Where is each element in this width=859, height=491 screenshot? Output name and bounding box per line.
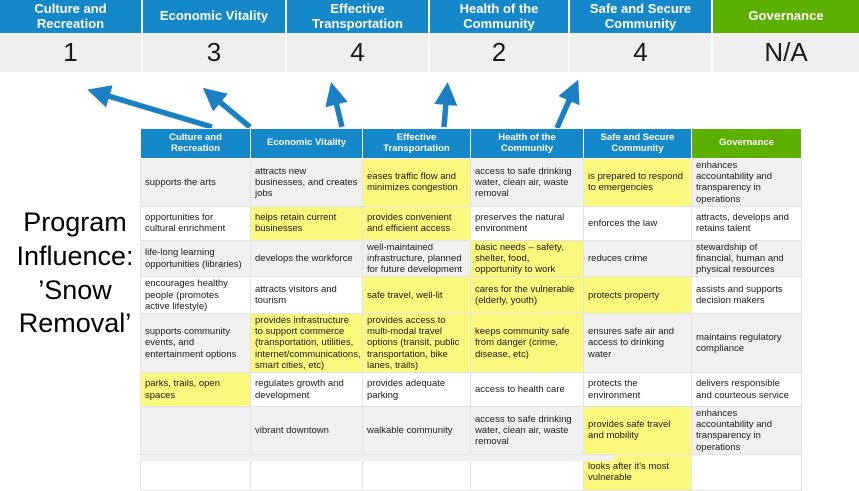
matrix-row	[141, 407, 802, 455]
matrix-cell: reduces crime	[584, 240, 692, 277]
matrix-column-header: Health of the Community	[471, 129, 584, 159]
summary-header-label: Effective Transportation	[287, 0, 428, 33]
summary-header-label: Culture and Recreation	[0, 0, 141, 33]
summary-band	[0, 0, 859, 72]
matrix-cell: is prepared to respond to emergencies	[584, 159, 692, 207]
summary-column-2	[287, 0, 428, 72]
matrix-cell: looks after it's most vulnerable	[584, 454, 692, 490]
matrix-cell: develops the workforce	[251, 240, 363, 277]
matrix-cell: ensures safe air and access to drinking water	[584, 314, 692, 373]
matrix-cell: safe travel, well-lit	[363, 277, 471, 314]
summary-column-1	[143, 0, 285, 72]
matrix-column-header: Economic Vitality	[251, 129, 363, 159]
matrix-cell: life-long learning opportunities (libraries)	[141, 240, 251, 277]
score-arrows	[0, 73, 859, 128]
matrix-cell: eases traffic flow and minimizes congestion	[363, 159, 471, 207]
matrix-cell: maintains regulatory compliance	[692, 314, 802, 373]
matrix-cell: attracts new businesses, and creates jobs	[251, 159, 363, 207]
matrix-cell	[141, 407, 251, 455]
matrix-cell: stewardship of financial, human and physical resources	[692, 240, 802, 277]
matrix-cell: access to safe drinking water, clean air, waste removal	[471, 407, 584, 455]
matrix-column-header: Effective Transportation	[363, 129, 471, 159]
matrix-cell: helps retain current businesses	[251, 206, 363, 240]
program-title-line: ’Snow	[38, 274, 112, 305]
summary-column-5	[713, 0, 859, 72]
matrix-cell: encourages healthy people (promotes active lifestyle)	[141, 277, 251, 314]
matrix-cell: attracts, develops and retains talent	[692, 206, 802, 240]
matrix-cell: delivers responsible and courteous service	[692, 373, 802, 407]
influence-matrix-table	[140, 128, 802, 491]
summary-column-0	[0, 0, 141, 72]
summary-header-label: Economic Vitality	[143, 0, 285, 33]
program-title	[0, 206, 150, 341]
summary-score-value: 1	[0, 33, 141, 72]
matrix-cell: provides adequate parking	[363, 373, 471, 407]
matrix-cell: vibrant downtown	[251, 407, 363, 455]
matrix-row	[141, 277, 802, 314]
matrix-row	[141, 206, 802, 240]
matrix-column-header: Safe and Secure Community	[584, 129, 692, 159]
matrix-cell: cares for the vulnerable (elderly, youth)	[471, 277, 584, 314]
summary-score-value: 4	[287, 33, 428, 72]
summary-header-label: Governance	[713, 0, 859, 33]
up-arrow-icon-effective-transportation	[333, 90, 342, 127]
summary-column-4	[570, 0, 711, 72]
matrix-cell: preserves the natural environment	[471, 206, 584, 240]
matrix-cell: provides access to multi-modal travel options (transit, public transportation, bike lanes, trails)	[363, 314, 471, 373]
matrix-row	[141, 314, 802, 373]
matrix-cell: supports community events, and entertainment options	[141, 314, 251, 373]
matrix-cell: assists and supports decision makers	[692, 277, 802, 314]
summary-score-value: N/A	[713, 33, 859, 72]
summary-header-label: Safe and Secure Community	[570, 0, 711, 33]
up-arrow-icon-health-community	[444, 90, 447, 127]
matrix-cell: supports the arts	[141, 159, 251, 207]
matrix-cell: enhances accountability and transparency in operations	[692, 407, 802, 455]
matrix-cell: basic needs – safety, shelter, food, opportunity to work	[471, 240, 584, 277]
matrix-cell: enhances accountability and transparency in operations	[692, 159, 802, 207]
program-title-line: Influence:	[16, 240, 134, 271]
matrix-cell: opportunities for cultural enrichment	[141, 206, 251, 240]
up-arrow-icon-culture-recreation	[95, 92, 212, 127]
matrix-cell: provides infrastructure to support commerce (transportation, utilities, internet/communications, smart cities, etc)	[251, 314, 363, 373]
matrix-column-header: Governance	[692, 129, 802, 159]
summary-header-label: Health of the Community	[430, 0, 568, 33]
matrix-cell: protects property	[584, 277, 692, 314]
program-title-line: Removal’	[18, 308, 132, 339]
up-arrow-icon-economic-vitality	[209, 93, 250, 127]
matrix-cell: provides convenient and efficient access	[363, 206, 471, 240]
matrix-row	[141, 159, 802, 207]
summary-score-value: 2	[430, 33, 568, 72]
matrix-cell: access to health care	[471, 373, 584, 407]
matrix-cell	[692, 454, 802, 490]
matrix-row	[141, 373, 802, 407]
matrix-cell: provides safe travel and mobility	[584, 407, 692, 455]
matrix-cell: parks, trails, open spaces	[141, 373, 251, 407]
matrix-body	[141, 159, 802, 491]
matrix-cell: walkable community	[363, 407, 471, 455]
matrix-cell: access to safe drinking water, clean air, waste removal	[471, 159, 584, 207]
matrix-cell: regulates growth and development	[251, 373, 363, 407]
matrix-row	[141, 240, 802, 277]
matrix-cell: well-maintained infrastructure, planned for future development	[363, 240, 471, 277]
matrix-column-header: Culture and Recreation	[141, 129, 251, 159]
matrix-bottom-partial-row	[140, 455, 614, 461]
program-title-line: Program	[23, 207, 127, 237]
summary-column-3	[430, 0, 568, 72]
matrix-header-row	[141, 129, 802, 159]
summary-score-value: 4	[570, 33, 711, 72]
up-arrow-icon-safe-secure	[557, 87, 575, 128]
matrix-cell: enforces the law	[584, 206, 692, 240]
matrix-cell: keeps community safe from danger (crime, disease, etc)	[471, 314, 584, 373]
matrix-cell: protects the environment	[584, 373, 692, 407]
summary-score-value: 3	[143, 33, 285, 72]
matrix-cell: attracts visitors and tourism	[251, 277, 363, 314]
